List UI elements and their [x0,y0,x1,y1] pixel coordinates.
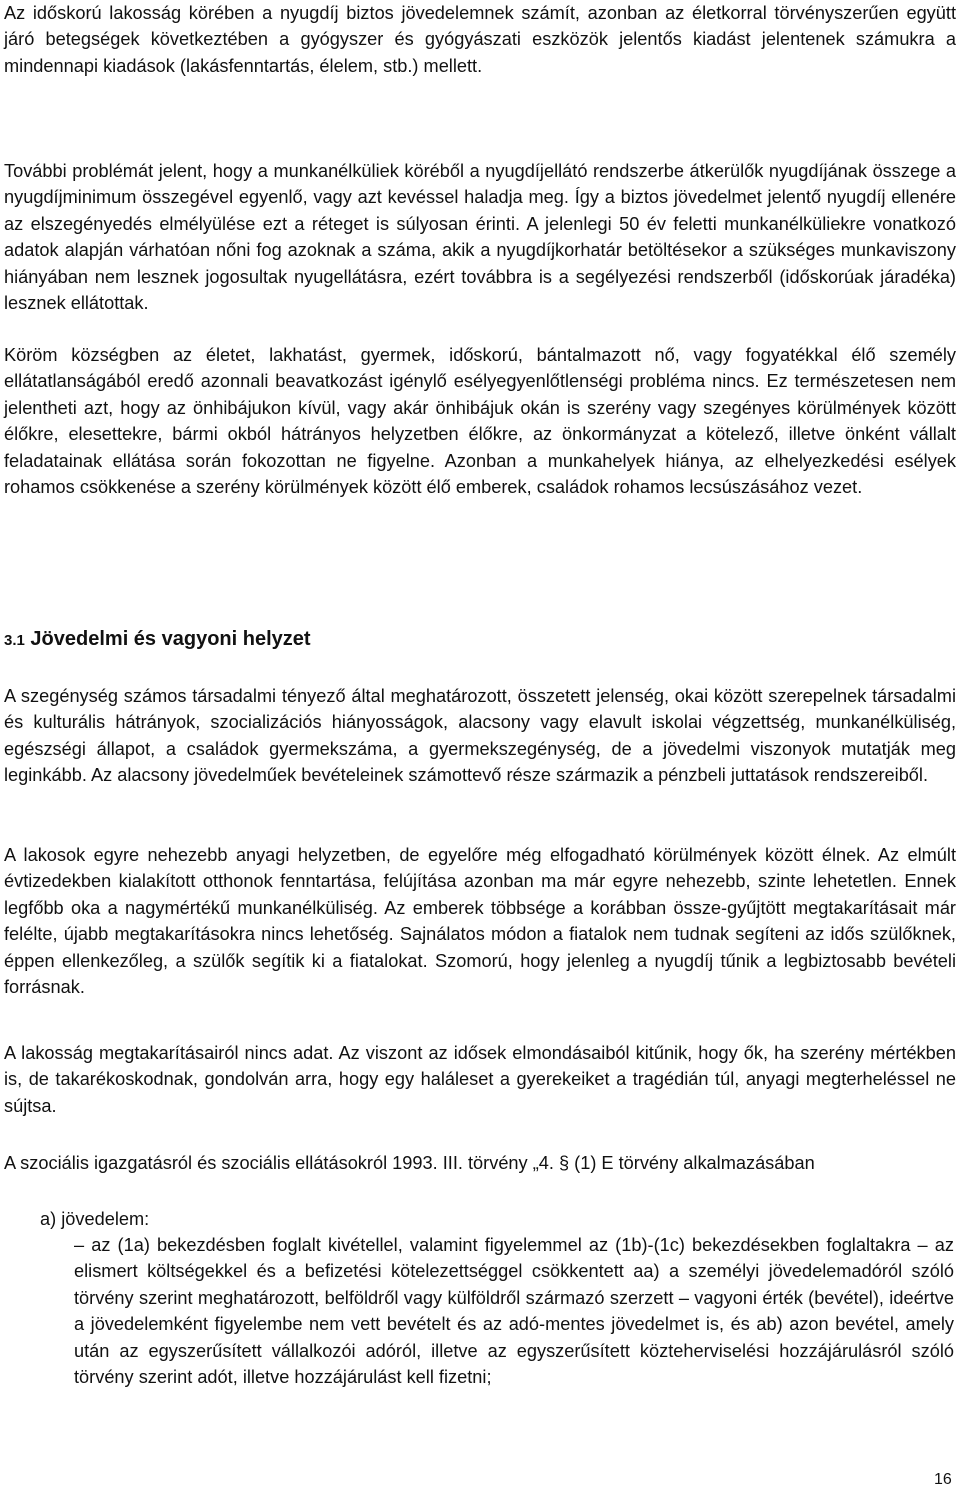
section-title: Jövedelmi és vagyoni helyzet [30,628,311,650]
law-citation-intro: A szociális igazgatásról és szociális ellátásokról 1993. III. törvény „4. § (1) E törvény alkalmazásában [4,1153,815,1173]
paragraph-unemployed-pension: További problémát jelent, hogy a munkanélküliek köréből a nyugdíjellátó rendszerbe átkerülők nyugdíjának összege a nyugdíjminimum összegével egyenlő, vagy azt kevéssel haladja meg. Így a biztos jövedelmet jelentő nyugdíj ellenére az elszegényedés elmélyülése ezt a réteget is súlyosan érinti. A jelenlegi 50 év feletti munkanélküliekre vonatkozó adatok alapján várhatóan nőni fog azoknak a száma, akik a nyugdíjkorhatár betöltésekor a szükséges munkaviszony hiányában nem lesznek jogosultak nyugellátásra, ezért továbbra is a segélyezési rendszerből (időskorúak járadéka) lesznek ellátottak. [4,161,956,314]
paragraph-living-conditions: A lakosok egyre nehezebb anyagi helyzetben, de egyelőre még elfogadható körülmények között élnek. Az elmúlt évtizedekben kialakított otthonok fenntartása, felújítása azonban ma már egyre nehezebb, szinte lehetetlen. Ennek legfőbb oka a nagymértékű munkanélküliség. Az emberek többsége a korábban össze-gyűjtött megtakarításait már felélte, újabb megtakarításokra nincs lehetőség. Sajnálatos módon a fiatalok nem tudnak segíteni az idős szülőknek, éppen ellenkezőleg, a szülők segítik ki a fiatalokat. Szomorú, hogy jelenleg a nyugdíj tűnik a legbiztosabb bevételi forrásnak. [4,845,956,998]
document-page [4,0,956,1493]
paragraph-poverty: A szegénység számos társadalmi tényező által meghatározott, összetett jelenség, okai között szerepelnek társadalmi és kulturális hátrányok, szocializációs hiányosságok, alacsony vagy elavult iskolai végzettség, munkanélküliség, egészségi állapot, a családok gyermekszáma, a gyermekszegénység, de a jövedelmi viszonyok mutatják meg leginkább. Az alacsony jövedelműek bevételeinek számottevő része származik a pénzbeli juttatások rendszereiből. [4,686,956,786]
law-definition-body: – az (1a) bekezdésben foglalt kivétellel, valamint figyelemmel az (1b)-(1c) bekezdésekben foglaltakra – az elismert költségekkel és a befizetési kötelezettséggel csökkentett aa) a személyi jövedelemadóról szóló törvény szerint meghatározott, belföldről vagy külföldről származó szerzett – vagyoni érték (bevétel), ideértve a jövedelemként figyelembe nem vett bevételt és az adó-mentes jövedelmet is, és ab) azon bevétel, amely után az egyszerűsített vállalkozói adóról, illetve az egyszerűsített közteherviselési hozzájárulásról szóló törvény szerint adót, illetve hozzájárulást kell fizetni; [74,1235,954,1388]
law-item-label: a) jövedelem: [40,1209,150,1229]
paragraph-elderly-income: Az időskorú lakosság körében a nyugdíj biztos jövedelemnek számít, azonban az életkorral törvényszerűen együtt járó betegségek következtében a gyógyszer és gyógyászati eszközök jelentős kiadást jelentenek számukra a mindennapi kiadások (lakásfenntartás, élelem, stb.) mellett. [4,3,956,76]
section-number: 3.1 [4,632,25,649]
paragraph-savings: A lakosság megtakarításairól nincs adat. Az viszont az idősek elmondásaiból kitűnik, hogy ők, ha szerény mértékben is, de takarékoskodnak, gondolván arra, hogy egy haláleset a gyerekeiket a tragédián túl, anyagi megterheléssel ne sújtsa. [4,1043,956,1116]
page-number: 16 [934,1471,952,1488]
section-heading [4,625,311,655]
paragraph-korom-equality: Köröm községben az életet, lakhatást, gyermek, időskorú, bántalmazott nő, vagy fogyatékkal élő személy ellátatlanságából eredő azonnali beavatkozást igénylő esélyegyenlőtlenségi probléma nincs. Ez természetesen nem jelentheti azt, hogy az önhibájukon kívül, vagy akár önhibájuk okán is szerény vagy szegényes körülmények között élőkre, elesettekre, bármi okból hátrányos helyzetben élőkre, az önkormányzat a kötelező, illetve önként vállalt feladatainak ellátása során fokozottan ne figyelne. Azonban a munkahelyek hiánya, az elhelyezkedési esélyek rohamos csökkenése a szerény körülmények között élő emberek, családok rohamos lecsúszásához vezet. [4,345,956,498]
